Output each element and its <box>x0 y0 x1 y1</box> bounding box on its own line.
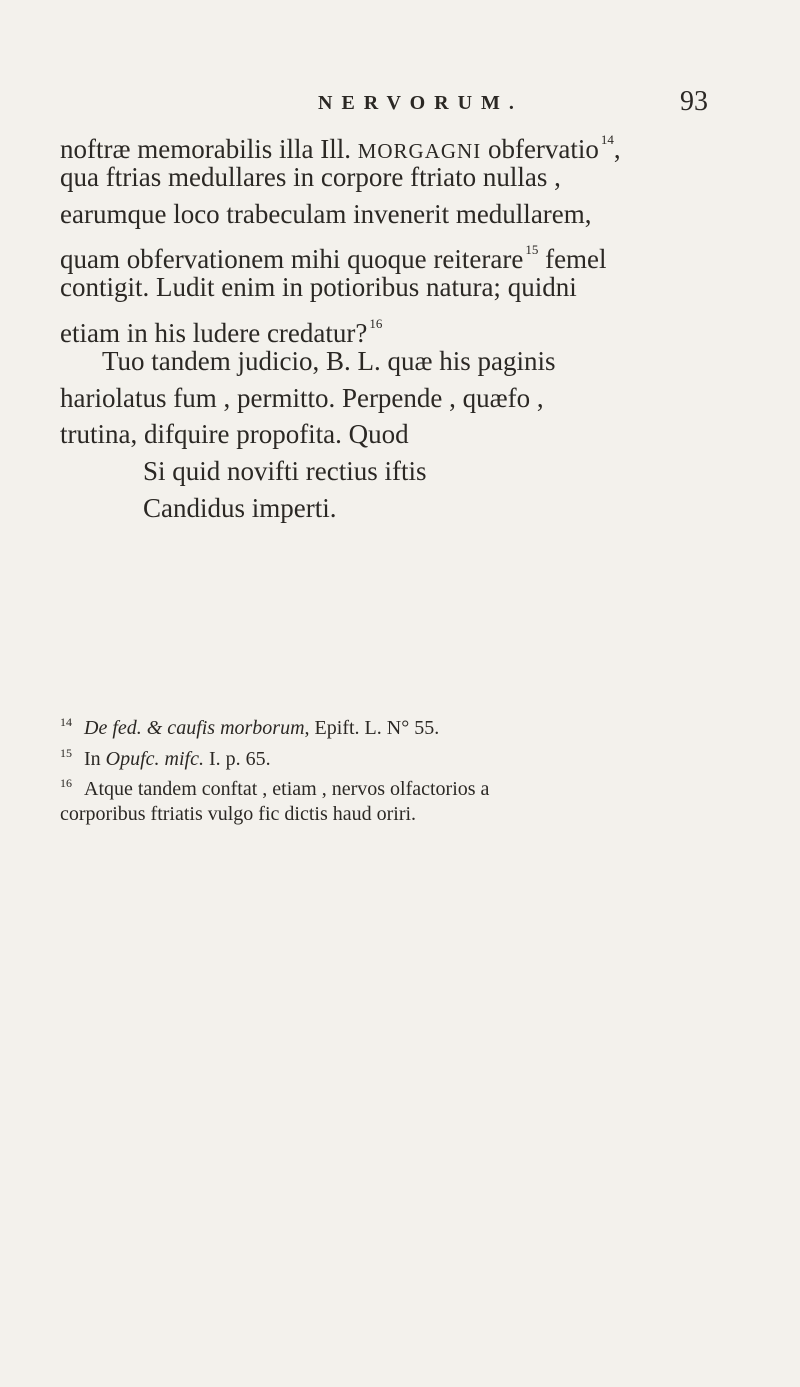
main-text <box>60 122 740 527</box>
footnote-text: I. p. 65. <box>208 747 271 770</box>
footnote-mark: 16 <box>60 776 72 791</box>
footnote-text: Atque tandem conftat , etiam , nervos olfactorios a <box>84 778 490 801</box>
footnote-ref: 15 <box>525 242 539 258</box>
text-line: contigit. Ludit enim in potioribus natura; quidni <box>60 272 577 303</box>
text-line: hariolatus fum , permitto. Perpende , quæfo , <box>60 382 544 413</box>
text-segment: quam obfervationem mihi quoque reiterare <box>60 244 524 275</box>
footnote-title: Opufc. mifc. <box>105 747 204 770</box>
footnote-mark: 14 <box>60 715 72 729</box>
text-segment: obfervatio <box>487 134 599 164</box>
footnote-15 <box>60 741 740 772</box>
footnote-14 <box>60 710 740 741</box>
running-title: NERVORUM. <box>318 92 523 114</box>
footnote-ref: 14 <box>600 132 614 147</box>
text-line: earumque loco trabeculam invenerit medullarem, <box>60 198 592 229</box>
text-segment: noftræ memorabilis illa Ill. <box>60 134 351 164</box>
author-name: MORGAGNI <box>357 139 482 163</box>
footnote-16-continuation: corporibus ftriatis vulgo fic dictis haud oriri. <box>60 802 417 825</box>
footnote-ref: 16 <box>369 315 383 331</box>
text-line: qua ftrias medullares in corpore ftriato nullas , <box>60 161 561 192</box>
footnote-text: , Epift. L. N° 55. <box>304 717 440 739</box>
page-number: 93 <box>680 86 708 117</box>
footnote-mark: 15 <box>60 745 72 760</box>
text-line <box>60 306 740 348</box>
text-segment: , <box>613 134 621 164</box>
text-segment: femel <box>545 244 607 275</box>
text-line: Tuo tandem judicio, B. L. quæ his paginis <box>102 345 556 376</box>
text-line: trutina, difquire propofita. Quod <box>60 419 409 450</box>
verse-line: Candidus imperti. <box>143 492 337 523</box>
text-line <box>60 122 740 164</box>
verse-line: Si quid novifti rectius iftis <box>143 456 427 487</box>
footnote-text: In <box>84 747 101 770</box>
running-head <box>0 86 800 126</box>
text-line <box>60 232 740 275</box>
footnote-title: De fed. & caufis morborum <box>84 717 305 739</box>
footnote-16 <box>60 771 740 802</box>
footnotes <box>60 710 740 826</box>
text-segment: etiam in his ludere credatur? <box>60 317 368 348</box>
